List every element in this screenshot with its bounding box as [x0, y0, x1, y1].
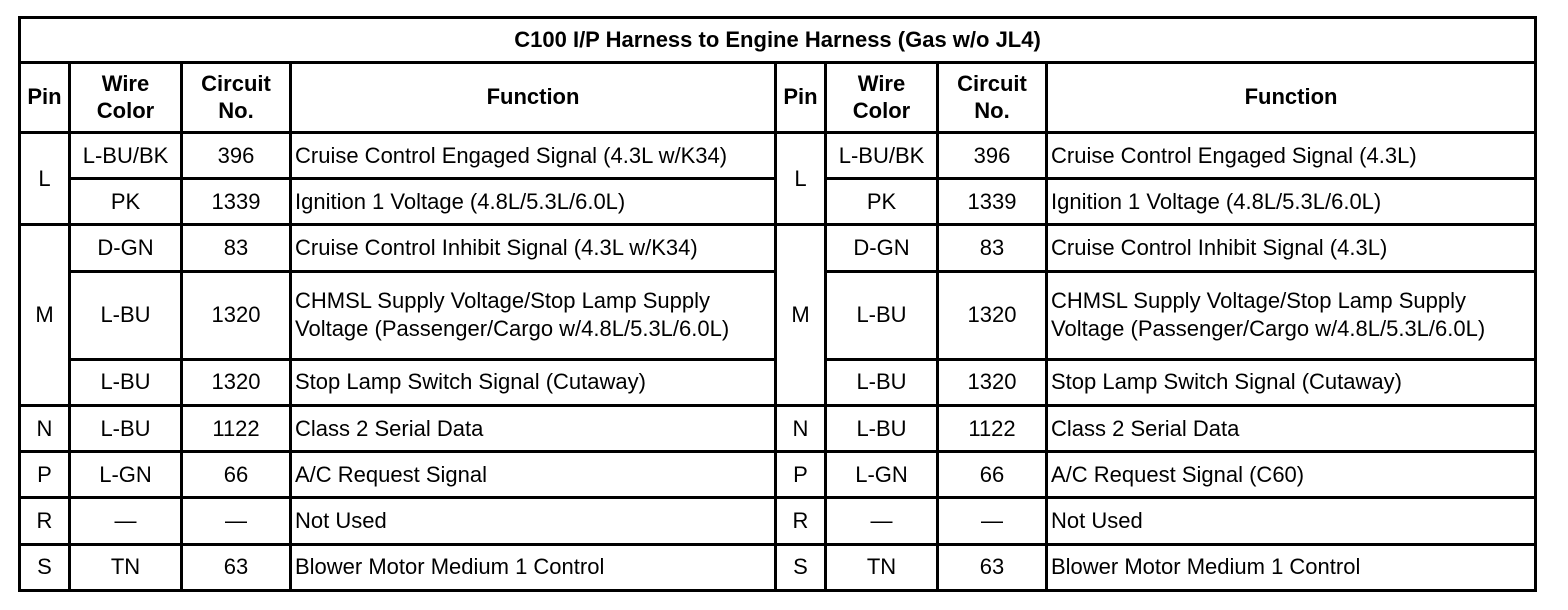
circuit-cell: 396 [938, 133, 1047, 179]
function-cell: Stop Lamp Switch Signal (Cutaway) [1047, 359, 1536, 405]
header-function: Function [291, 63, 776, 133]
wire-color-cell: TN [70, 544, 182, 590]
pin-cell: M [20, 225, 70, 406]
table-row [20, 452, 1536, 498]
function-cell: Not Used [291, 498, 776, 544]
wire-color-cell: L-BU [70, 405, 182, 451]
table-row [20, 225, 1536, 271]
header-circuit-no-text: Circuit No. [201, 71, 271, 123]
wire-color-cell: D-GN [70, 225, 182, 271]
header-circuit-no [182, 63, 291, 133]
function-cell: Blower Motor Medium 1 Control [291, 544, 776, 590]
pin-cell: R [776, 498, 826, 544]
circuit-cell: — [182, 498, 291, 544]
circuit-cell: 63 [182, 544, 291, 590]
wire-color-cell: PK [70, 179, 182, 225]
table-row [20, 133, 1536, 179]
header-circuit-no [938, 63, 1047, 133]
function-cell: Stop Lamp Switch Signal (Cutaway) [291, 359, 776, 405]
pin-cell: P [776, 452, 826, 498]
wire-color-cell: L-BU [70, 271, 182, 359]
pin-cell: N [20, 405, 70, 451]
circuit-cell: 1320 [182, 271, 291, 359]
circuit-cell: 1320 [938, 271, 1047, 359]
wire-color-cell: L-BU/BK [826, 133, 938, 179]
table-row [20, 405, 1536, 451]
pin-cell: L [20, 133, 70, 225]
pin-cell: S [776, 544, 826, 590]
pin-cell: L [776, 133, 826, 225]
circuit-cell: 1122 [182, 405, 291, 451]
wire-color-cell: L-BU [826, 359, 938, 405]
function-cell: Blower Motor Medium 1 Control [1047, 544, 1536, 590]
circuit-cell: 1339 [182, 179, 291, 225]
function-cell: CHMSL Supply Voltage/Stop Lamp Supply Voltage (Passenger/Cargo w/4.8L/5.3L/6.0L) [291, 271, 776, 359]
function-cell: Not Used [1047, 498, 1536, 544]
circuit-cell: 1339 [938, 179, 1047, 225]
header-wire-color [70, 63, 182, 133]
circuit-cell: 63 [938, 544, 1047, 590]
function-cell: Cruise Control Engaged Signal (4.3L w/K34) [291, 133, 776, 179]
header-wire-color [826, 63, 938, 133]
circuit-cell: 83 [182, 225, 291, 271]
pin-cell: R [20, 498, 70, 544]
wire-color-cell: — [826, 498, 938, 544]
wire-color-cell: L-BU [70, 359, 182, 405]
pin-cell: N [776, 405, 826, 451]
function-cell: Ignition 1 Voltage (4.8L/5.3L/6.0L) [1047, 179, 1536, 225]
function-cell: Cruise Control Inhibit Signal (4.3L w/K34) [291, 225, 776, 271]
function-cell: CHMSL Supply Voltage/Stop Lamp Supply Voltage (Passenger/Cargo w/4.8L/5.3L/6.0L) [1047, 271, 1536, 359]
circuit-cell: 396 [182, 133, 291, 179]
function-cell: Class 2 Serial Data [1047, 405, 1536, 451]
wire-color-cell: L-GN [70, 452, 182, 498]
circuit-cell: — [938, 498, 1047, 544]
header-pin: Pin [20, 63, 70, 133]
wire-color-cell: — [70, 498, 182, 544]
pin-cell: M [776, 225, 826, 406]
function-cell: Ignition 1 Voltage (4.8L/5.3L/6.0L) [291, 179, 776, 225]
connector-table [18, 16, 1537, 592]
header-pin: Pin [776, 63, 826, 133]
wire-color-cell: L-BU [826, 405, 938, 451]
wire-color-cell: L-BU/BK [70, 133, 182, 179]
circuit-cell: 1320 [182, 359, 291, 405]
table-row [20, 544, 1536, 590]
circuit-cell: 1320 [938, 359, 1047, 405]
header-wire-color-text: Wire Color [96, 71, 155, 123]
header-circuit-no-text: Circuit No. [957, 71, 1027, 123]
wire-color-cell: TN [826, 544, 938, 590]
circuit-cell: 1122 [938, 405, 1047, 451]
header-function: Function [1047, 63, 1536, 133]
table-row [20, 498, 1536, 544]
function-cell: Class 2 Serial Data [291, 405, 776, 451]
function-cell: Cruise Control Engaged Signal (4.3L) [1047, 133, 1536, 179]
wire-color-cell: L-GN [826, 452, 938, 498]
wire-color-cell: L-BU [826, 271, 938, 359]
circuit-cell: 66 [182, 452, 291, 498]
circuit-cell: 66 [938, 452, 1047, 498]
table-title: C100 I/P Harness to Engine Harness (Gas w/o JL4) [20, 18, 1536, 63]
circuit-cell: 83 [938, 225, 1047, 271]
function-cell: A/C Request Signal [291, 452, 776, 498]
header-row [20, 63, 1536, 133]
wire-color-cell: D-GN [826, 225, 938, 271]
pin-cell: S [20, 544, 70, 590]
function-cell: Cruise Control Inhibit Signal (4.3L) [1047, 225, 1536, 271]
wire-color-cell: PK [826, 179, 938, 225]
pin-cell: P [20, 452, 70, 498]
function-cell: A/C Request Signal (C60) [1047, 452, 1536, 498]
header-wire-color-text: Wire Color [852, 71, 911, 123]
